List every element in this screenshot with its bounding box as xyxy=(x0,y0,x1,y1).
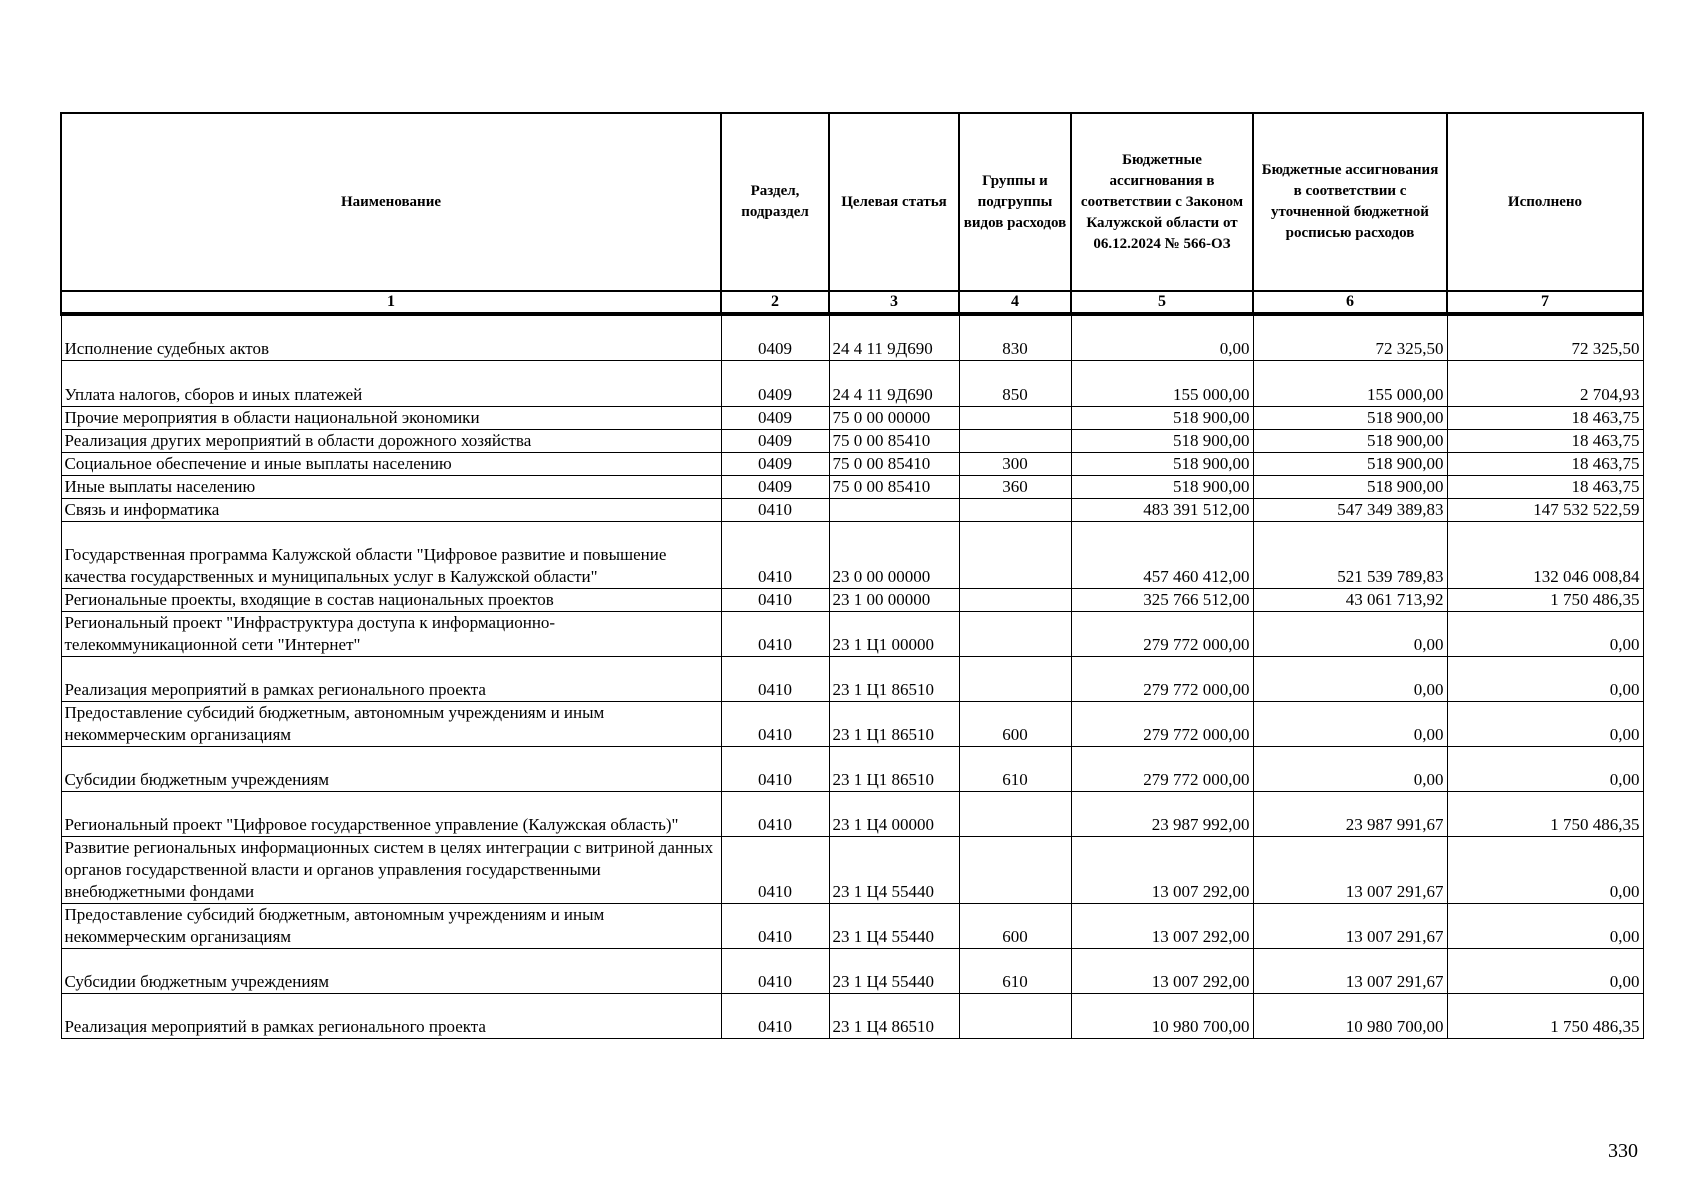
column-number: 4 xyxy=(959,291,1071,314)
table-row xyxy=(61,521,1643,588)
row-executed-amount: 0,00 xyxy=(1447,701,1643,746)
row-law-amount: 279 772 000,00 xyxy=(1071,701,1253,746)
row-revised-amount: 0,00 xyxy=(1253,746,1447,791)
row-article: 23 1 Ц1 86510 xyxy=(829,746,959,791)
row-article: 23 1 Ц4 55440 xyxy=(829,836,959,903)
row-revised-amount: 155 000,00 xyxy=(1253,360,1447,406)
row-law-amount: 279 772 000,00 xyxy=(1071,746,1253,791)
header-name: Наименование xyxy=(61,113,721,291)
table-row xyxy=(61,588,1643,611)
row-law-amount: 13 007 292,00 xyxy=(1071,948,1253,993)
row-name: Связь и информатика xyxy=(61,498,721,521)
row-law-amount: 279 772 000,00 xyxy=(1071,656,1253,701)
row-revised-amount: 0,00 xyxy=(1253,611,1447,656)
table-row xyxy=(61,791,1643,836)
row-group: 600 xyxy=(959,903,1071,948)
row-article: 23 1 Ц1 86510 xyxy=(829,701,959,746)
row-revised-amount: 518 900,00 xyxy=(1253,406,1447,429)
row-group xyxy=(959,521,1071,588)
row-name: Социальное обеспечение и иные выплаты населению xyxy=(61,452,721,475)
row-executed-amount: 18 463,75 xyxy=(1447,429,1643,452)
row-group xyxy=(959,498,1071,521)
table-row xyxy=(61,360,1643,406)
table-row xyxy=(61,656,1643,701)
row-section: 0410 xyxy=(721,701,829,746)
table-body xyxy=(61,314,1643,1038)
row-revised-amount: 518 900,00 xyxy=(1253,429,1447,452)
column-numbers-row xyxy=(61,291,1643,314)
row-executed-amount: 132 046 008,84 xyxy=(1447,521,1643,588)
row-section: 0410 xyxy=(721,903,829,948)
table-row xyxy=(61,314,1643,360)
row-law-amount: 483 391 512,00 xyxy=(1071,498,1253,521)
row-name: Реализация других мероприятий в области дорожного хозяйства xyxy=(61,429,721,452)
table-row xyxy=(61,993,1643,1038)
row-law-amount: 279 772 000,00 xyxy=(1071,611,1253,656)
row-name: Региональные проекты, входящие в состав национальных проектов xyxy=(61,588,721,611)
row-group: 600 xyxy=(959,701,1071,746)
row-law-amount: 0,00 xyxy=(1071,314,1253,360)
row-law-amount: 518 900,00 xyxy=(1071,452,1253,475)
header-row xyxy=(61,113,1643,291)
row-group xyxy=(959,836,1071,903)
row-group: 360 xyxy=(959,475,1071,498)
row-section: 0409 xyxy=(721,475,829,498)
row-section: 0410 xyxy=(721,611,829,656)
row-name: Региональный проект "Инфраструктура доступа к информационно-телекоммуникационной сети "Интернет" xyxy=(61,611,721,656)
row-revised-amount: 23 987 991,67 xyxy=(1253,791,1447,836)
row-executed-amount: 18 463,75 xyxy=(1447,475,1643,498)
row-article: 23 1 Ц4 55440 xyxy=(829,903,959,948)
row-article: 24 4 11 9Д690 xyxy=(829,360,959,406)
row-executed-amount: 0,00 xyxy=(1447,836,1643,903)
table-row xyxy=(61,406,1643,429)
row-name: Предоставление субсидий бюджетным, автономным учреждениям и иным некоммерческим организациям xyxy=(61,903,721,948)
row-section: 0410 xyxy=(721,948,829,993)
row-name: Субсидии бюджетным учреждениям xyxy=(61,948,721,993)
row-article: 23 1 Ц4 86510 xyxy=(829,993,959,1038)
row-executed-amount: 0,00 xyxy=(1447,611,1643,656)
header-section: Раздел, подраздел xyxy=(721,113,829,291)
table-row xyxy=(61,498,1643,521)
row-name: Государственная программа Калужской области "Цифровое развитие и повышение качества государственных и муниципальных услуг в Калужской области" xyxy=(61,521,721,588)
row-revised-amount: 518 900,00 xyxy=(1253,475,1447,498)
row-name: Предоставление субсидий бюджетным, автономным учреждениям и иным некоммерческим организациям xyxy=(61,701,721,746)
table-row xyxy=(61,746,1643,791)
row-revised-amount: 72 325,50 xyxy=(1253,314,1447,360)
row-revised-amount: 547 349 389,83 xyxy=(1253,498,1447,521)
row-article: 75 0 00 85410 xyxy=(829,429,959,452)
row-name: Развитие региональных информационных систем в целях интеграции с витриной данных органов государственной власти и органов управления государственными внебюджетными фондами xyxy=(61,836,721,903)
row-article: 23 1 Ц4 00000 xyxy=(829,791,959,836)
row-section: 0410 xyxy=(721,746,829,791)
row-name: Реализация мероприятий в рамках регионального проекта xyxy=(61,656,721,701)
row-article: 75 0 00 00000 xyxy=(829,406,959,429)
row-group: 610 xyxy=(959,948,1071,993)
table-row xyxy=(61,429,1643,452)
row-executed-amount: 1 750 486,35 xyxy=(1447,588,1643,611)
row-law-amount: 518 900,00 xyxy=(1071,475,1253,498)
column-number: 2 xyxy=(721,291,829,314)
row-executed-amount: 72 325,50 xyxy=(1447,314,1643,360)
row-article: 23 1 Ц1 86510 xyxy=(829,656,959,701)
row-section: 0410 xyxy=(721,791,829,836)
row-law-amount: 155 000,00 xyxy=(1071,360,1253,406)
row-executed-amount: 18 463,75 xyxy=(1447,452,1643,475)
row-name: Уплата налогов, сборов и иных платежей xyxy=(61,360,721,406)
header-law: Бюджетные ассигнования в соответствии с Законом Калужской области от 06.12.2024 № 566-ОЗ xyxy=(1071,113,1253,291)
row-article: 23 1 Ц4 55440 xyxy=(829,948,959,993)
row-name: Прочие мероприятия в области национальной экономики xyxy=(61,406,721,429)
row-article: 24 4 11 9Д690 xyxy=(829,314,959,360)
row-executed-amount: 1 750 486,35 xyxy=(1447,993,1643,1038)
row-article: 75 0 00 85410 xyxy=(829,475,959,498)
row-article: 75 0 00 85410 xyxy=(829,452,959,475)
row-group xyxy=(959,406,1071,429)
row-section: 0410 xyxy=(721,993,829,1038)
row-section: 0410 xyxy=(721,656,829,701)
row-section: 0409 xyxy=(721,360,829,406)
row-group xyxy=(959,611,1071,656)
column-number: 1 xyxy=(61,291,721,314)
row-article: 23 1 Ц1 00000 xyxy=(829,611,959,656)
row-revised-amount: 43 061 713,92 xyxy=(1253,588,1447,611)
header-executed: Исполнено xyxy=(1447,113,1643,291)
header-article: Целевая статья xyxy=(829,113,959,291)
row-article: 23 1 00 00000 xyxy=(829,588,959,611)
row-executed-amount: 0,00 xyxy=(1447,948,1643,993)
row-name: Субсидии бюджетным учреждениям xyxy=(61,746,721,791)
table-row xyxy=(61,701,1643,746)
table-row xyxy=(61,903,1643,948)
row-executed-amount: 18 463,75 xyxy=(1447,406,1643,429)
row-executed-amount: 0,00 xyxy=(1447,746,1643,791)
row-law-amount: 23 987 992,00 xyxy=(1071,791,1253,836)
row-revised-amount: 518 900,00 xyxy=(1253,452,1447,475)
row-section: 0409 xyxy=(721,314,829,360)
row-group xyxy=(959,993,1071,1038)
row-executed-amount: 147 532 522,59 xyxy=(1447,498,1643,521)
row-group: 850 xyxy=(959,360,1071,406)
column-number: 6 xyxy=(1253,291,1447,314)
row-revised-amount: 0,00 xyxy=(1253,656,1447,701)
table-row xyxy=(61,836,1643,903)
column-number: 3 xyxy=(829,291,959,314)
row-revised-amount: 10 980 700,00 xyxy=(1253,993,1447,1038)
row-group xyxy=(959,429,1071,452)
row-name: Исполнение судебных актов xyxy=(61,314,721,360)
column-number: 5 xyxy=(1071,291,1253,314)
table-row xyxy=(61,452,1643,475)
row-name: Иные выплаты населению xyxy=(61,475,721,498)
row-law-amount: 518 900,00 xyxy=(1071,406,1253,429)
header-group: Группы и подгруппы видов расходов xyxy=(959,113,1071,291)
row-section: 0410 xyxy=(721,588,829,611)
row-group xyxy=(959,791,1071,836)
row-section: 0410 xyxy=(721,836,829,903)
row-article: 23 0 00 00000 xyxy=(829,521,959,588)
row-law-amount: 518 900,00 xyxy=(1071,429,1253,452)
row-revised-amount: 13 007 291,67 xyxy=(1253,903,1447,948)
row-executed-amount: 0,00 xyxy=(1447,903,1643,948)
row-section: 0409 xyxy=(721,452,829,475)
row-revised-amount: 0,00 xyxy=(1253,701,1447,746)
row-group: 300 xyxy=(959,452,1071,475)
row-revised-amount: 521 539 789,83 xyxy=(1253,521,1447,588)
page-number: 330 xyxy=(1608,1140,1638,1162)
row-section: 0410 xyxy=(721,498,829,521)
row-name: Реализация мероприятий в рамках регионального проекта xyxy=(61,993,721,1038)
row-executed-amount: 2 704,93 xyxy=(1447,360,1643,406)
row-revised-amount: 13 007 291,67 xyxy=(1253,948,1447,993)
row-law-amount: 325 766 512,00 xyxy=(1071,588,1253,611)
row-law-amount: 13 007 292,00 xyxy=(1071,903,1253,948)
row-executed-amount: 1 750 486,35 xyxy=(1447,791,1643,836)
row-section: 0409 xyxy=(721,429,829,452)
table-row xyxy=(61,611,1643,656)
row-executed-amount: 0,00 xyxy=(1447,656,1643,701)
row-group: 830 xyxy=(959,314,1071,360)
row-law-amount: 13 007 292,00 xyxy=(1071,836,1253,903)
row-name: Региональный проект "Цифровое государственное управление (Калужская область)" xyxy=(61,791,721,836)
row-revised-amount: 13 007 291,67 xyxy=(1253,836,1447,903)
row-law-amount: 457 460 412,00 xyxy=(1071,521,1253,588)
row-section: 0409 xyxy=(721,406,829,429)
table-row xyxy=(61,475,1643,498)
row-group: 610 xyxy=(959,746,1071,791)
budget-table xyxy=(60,112,1644,1039)
column-number: 7 xyxy=(1447,291,1643,314)
table-row xyxy=(61,948,1643,993)
header-revised: Бюджетные ассигнования в соответствии с уточненной бюджетной росписью расходов xyxy=(1253,113,1447,291)
row-law-amount: 10 980 700,00 xyxy=(1071,993,1253,1038)
row-section: 0410 xyxy=(721,521,829,588)
row-article xyxy=(829,498,959,521)
row-group xyxy=(959,588,1071,611)
row-group xyxy=(959,656,1071,701)
budget-table-container xyxy=(60,112,1642,1039)
